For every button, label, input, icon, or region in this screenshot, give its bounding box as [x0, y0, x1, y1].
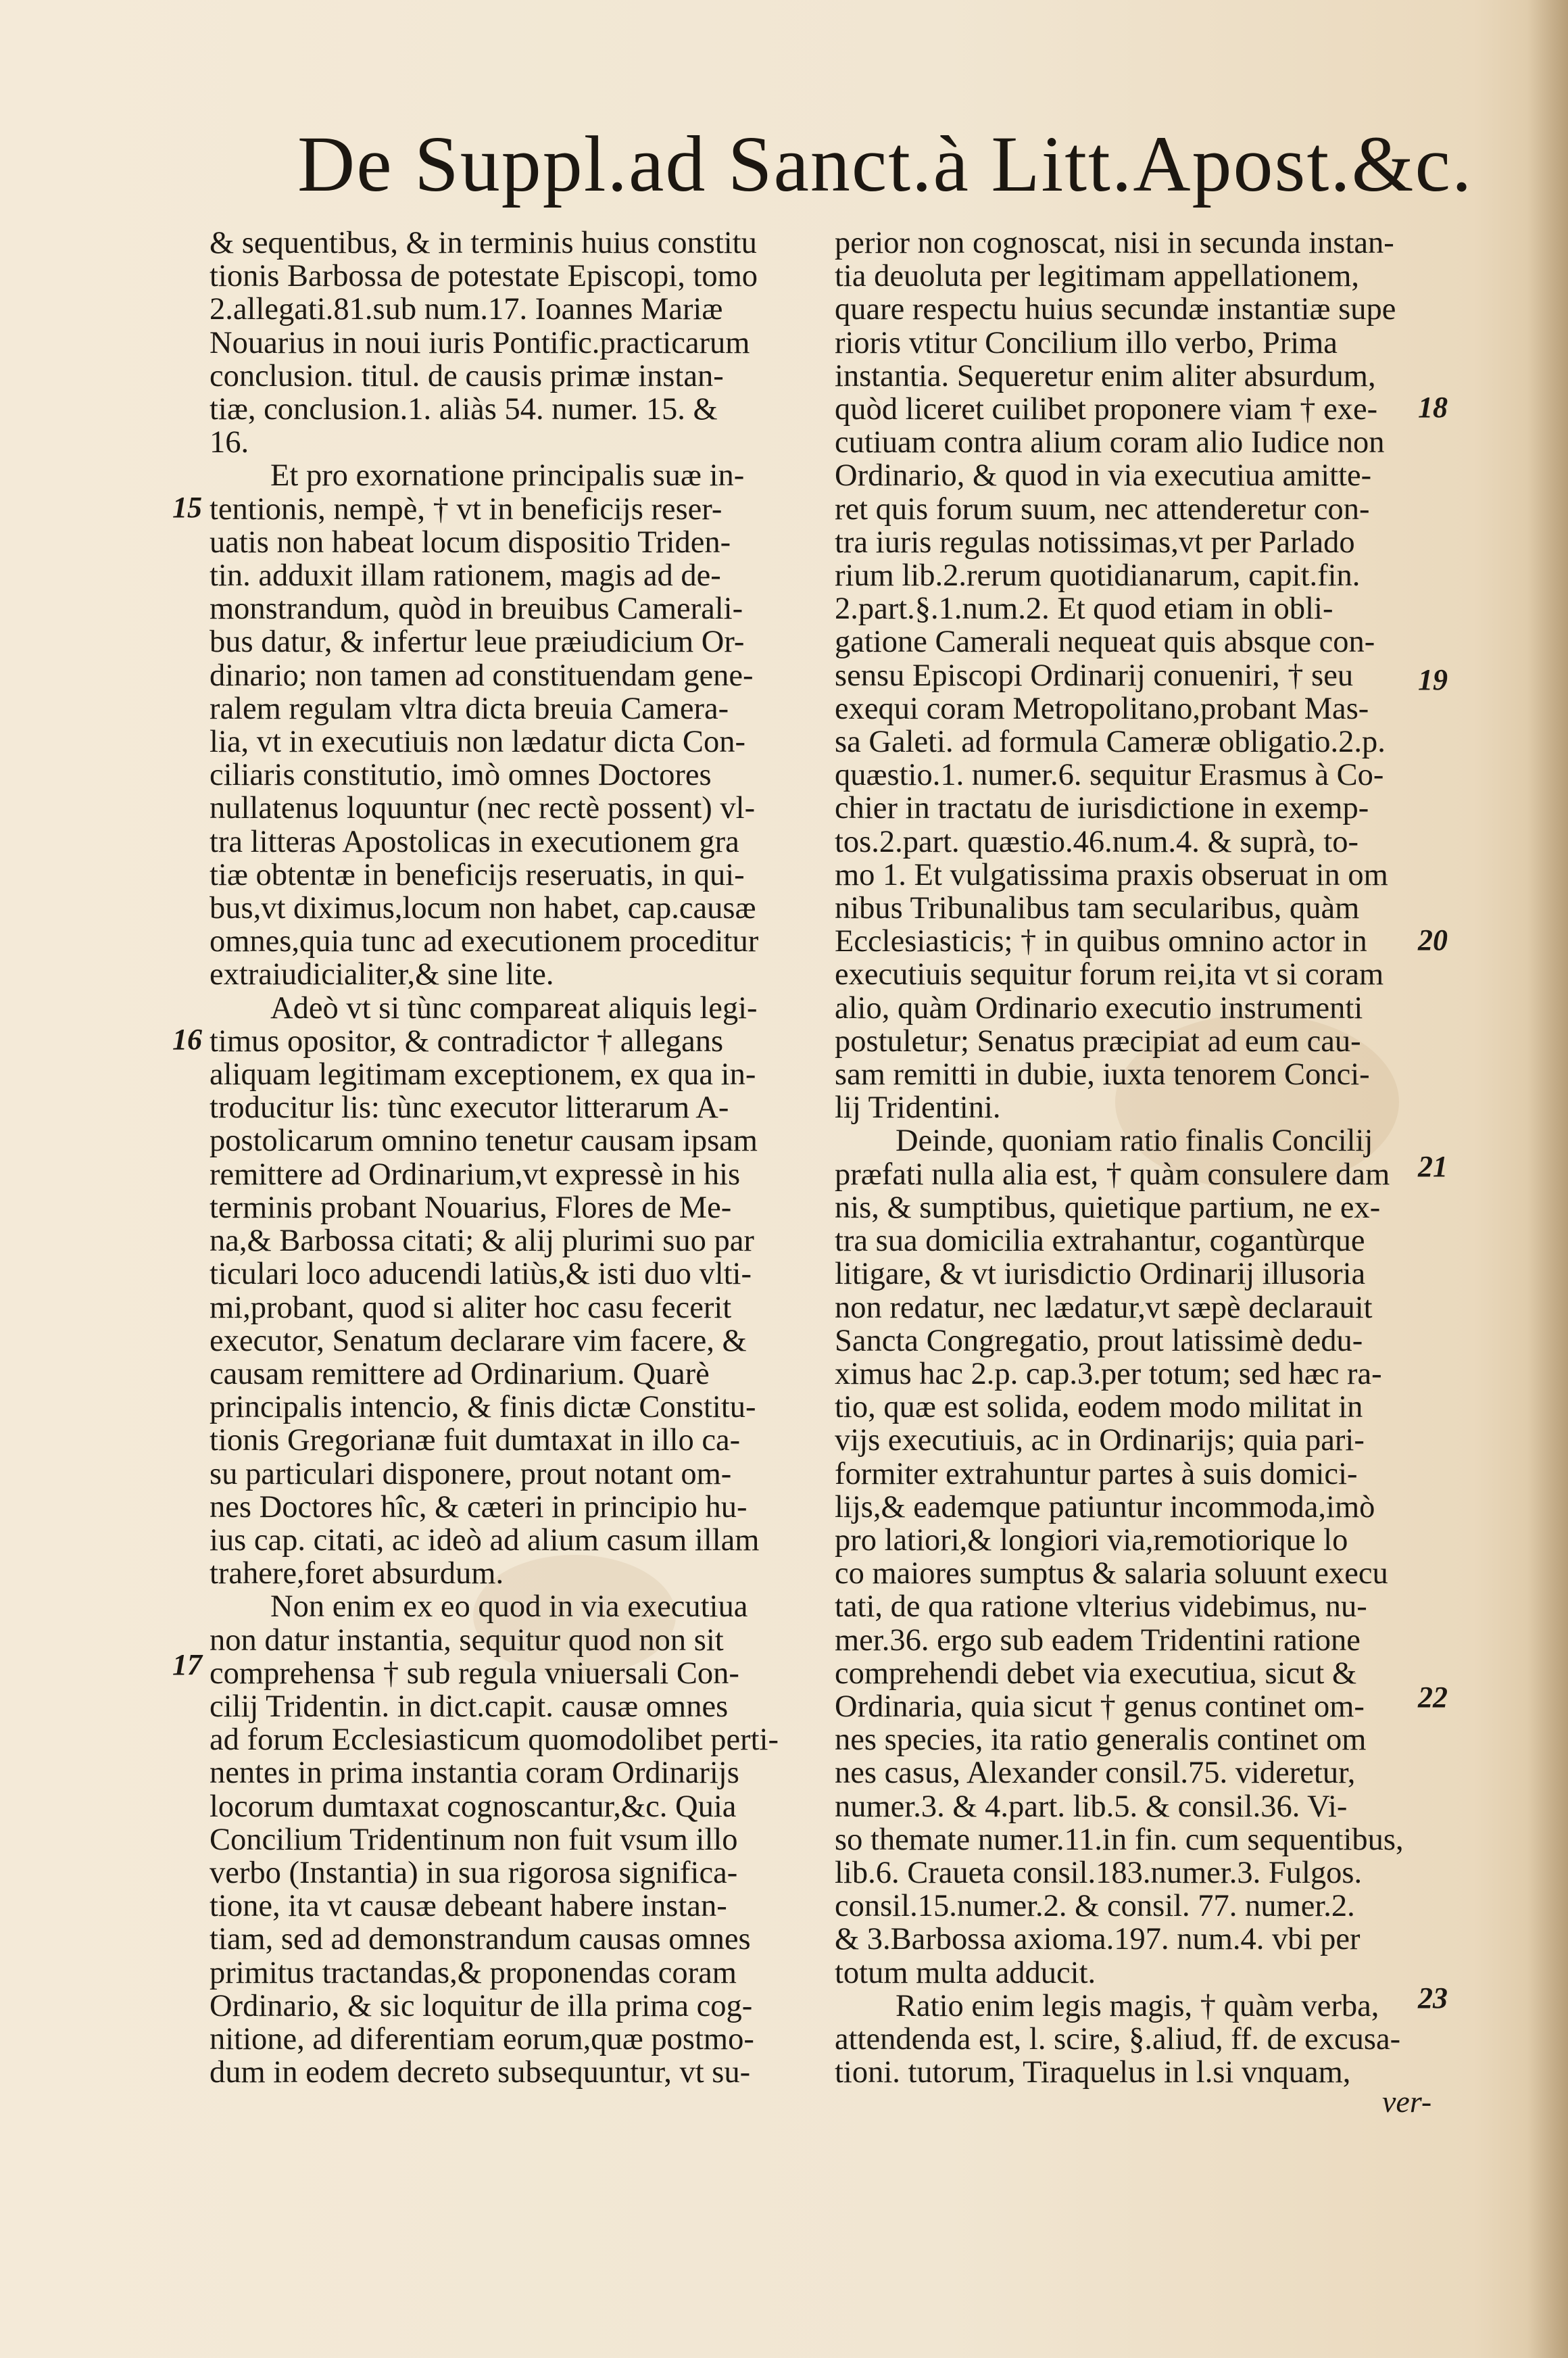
text-line: comprehendi debet via executiua, sicut & — [835, 1656, 1357, 1691]
text-line: tio, quæ est solida, eodem modo militat in — [835, 1390, 1363, 1425]
text-line: tioni. tutorum, Tiraquelus in l.si vnquam, — [835, 2055, 1351, 2090]
text-line: tiæ, conclusion.1. aliàs 54. numer. 15. & — [210, 392, 718, 427]
catchword: ver- — [1382, 2084, 1432, 2119]
text-line: co maiores sumptus & salaria soluunt execu — [835, 1556, 1388, 1591]
text-line: Ordinaria, quia sicut † genus continet om- — [835, 1689, 1365, 1724]
text-line: sensu Episcopi Ordinarij conueniri, † seu — [835, 658, 1354, 693]
text-line: nes casus, Alexander consil.75. videretur, — [835, 1756, 1356, 1791]
text-line: verbo (Instantia) in sua rigorosa significa- — [210, 1855, 738, 1890]
text-line: 2.part.§.1.num.2. Et quod etiam in obli- — [835, 592, 1333, 627]
text-line: præfati nulla alia est, † quàm consulere dam — [835, 1157, 1390, 1192]
text-line: executor, Senatum declarare vim facere, & — [210, 1323, 747, 1358]
text-line: bus,vt diximus,locum non habet, cap.causæ — [210, 891, 756, 926]
running-head: De Suppl.ad Sanct.à Litt.Apost.&c. — [297, 120, 1473, 208]
text-line: tentionis, nempè, † vt in beneficijs reser- — [210, 491, 722, 527]
text-line: tionis Gregorianæ fuit dumtaxat in illo ca- — [210, 1423, 741, 1458]
text-line: monstrandum, quòd in breuibus Camerali- — [210, 592, 743, 627]
text-line: nentes in prima instantia coram Ordinarijs — [210, 1756, 739, 1791]
text-line: omnes,quia tunc ad executionem proceditur — [210, 924, 759, 959]
text-line: su particulari disponere, prout notant om- — [210, 1456, 732, 1491]
text-line: tiam, sed ad demonstrandum causas omnes — [210, 1922, 751, 1957]
text-line: ciliaris constitutio, imò omnes Doctores — [210, 758, 712, 793]
text-line: lib.6. Craueta consil.183.numer.3. Fulgos. — [835, 1855, 1363, 1890]
text-line: nullatenus loquuntur (nec rectè possent) vl- — [210, 791, 756, 826]
text-line: perior non cognoscat, nisi in secunda instan- — [835, 226, 1394, 260]
text-line: Sancta Congregatio, prout latissimè dedu- — [835, 1323, 1363, 1358]
text-line: tati, de qua ratione vlterius videbimus, nu- — [835, 1589, 1367, 1625]
text-line: Adeò vt si tùnc compareat aliquis legi- — [270, 990, 758, 1026]
text-line: ticulari loco aducendi latiùs,& isti duo vlti- — [210, 1257, 752, 1292]
text-line: primitus tractandas,& proponendas coram — [210, 1955, 737, 1990]
text-line: quòd liceret cuilibet proponere viam † exe- — [835, 392, 1378, 427]
text-line: mo 1. Et vulgatissima praxis obseruat in om — [835, 857, 1388, 892]
text-line: rium lib.2.rerum quotidianarum, capit.fin. — [835, 558, 1361, 594]
text-line: tione, ita vt causæ debeant habere instan- — [210, 1889, 727, 1924]
text-line: mer.36. ergo sub eadem Tridentini ratione — [835, 1622, 1361, 1658]
left-text-column — [210, 226, 818, 2089]
text-line: sa Galeti. ad formula Cameræ obligatio.2.p. — [835, 725, 1386, 760]
text-line: tiæ obtentæ in beneficijs reseruatis, in qui- — [210, 857, 745, 892]
text-line: Nouarius in noui iuris Pontific.practicarum — [210, 325, 750, 360]
text-line: comprehensa † sub regula vniuersali Con- — [210, 1656, 739, 1691]
text-line: nis, & sumptibus, quietique partium, ne ex- — [835, 1190, 1381, 1225]
text-line: alio, quàm Ordinario executio instrumenti — [835, 990, 1363, 1026]
text-line: conclusion. titul. de causis primæ instan- — [210, 358, 724, 393]
margin-number-21: 21 — [1418, 1150, 1448, 1183]
margin-number-20: 20 — [1418, 923, 1448, 957]
text-line: gatione Camerali nequeat quis absque con- — [835, 625, 1375, 660]
text-line: nitione, ad diferentiam eorum,quæ postmo- — [210, 2021, 754, 2056]
text-line: ximus hac 2.p. cap.3.per totum; sed hæc ra- — [835, 1356, 1382, 1391]
text-line: postuletur; Senatus præcipiat ad eum cau- — [835, 1024, 1361, 1059]
text-line: ralem regulam vltra dicta breuia Camera- — [210, 691, 729, 726]
text-line: 2.allegati.81.sub num.17. Ioannes Mariæ — [210, 292, 723, 327]
text-line: totum multa adducit. — [835, 1955, 1096, 1990]
text-line: tionis Barbossa de potestate Episcopi, tomo — [210, 259, 758, 294]
margin-number-23: 23 — [1418, 1981, 1448, 2015]
text-line: quare respectu huius secundæ instantiæ supe — [835, 292, 1396, 327]
text-line: Ecclesiasticis; † in quibus omnino actor in — [835, 924, 1367, 959]
text-line: consil.15.numer.2. & consil. 77. numer.2. — [835, 1889, 1355, 1924]
text-line: instantia. Sequeretur enim aliter absurdum, — [835, 358, 1376, 393]
text-line: lij Tridentini. — [835, 1090, 1001, 1126]
text-line: tos.2.part. quæstio.46.num.4. & suprà, to- — [835, 824, 1358, 859]
text-line: lijs,& eademque patiuntur incommoda,imò — [835, 1489, 1375, 1524]
text-line: causam remittere ad Ordinarium. Quarè — [210, 1356, 710, 1391]
text-line: tra litteras Apostolicas in executionem gra — [210, 824, 739, 859]
text-line: executiuis sequitur forum rei,ita vt si coram — [835, 957, 1384, 992]
text-line: cutiuam contra alium coram alio Iudice non — [835, 425, 1385, 460]
text-line: ius cap. citati, ac ideò ad alium casum illam — [210, 1522, 760, 1558]
text-line: Concilium Tridentinum non fuit vsum illo — [210, 1822, 738, 1857]
text-line: mi,probant, quod si aliter hoc casu fecerit — [210, 1290, 732, 1325]
text-line: tra sua domicilia extrahantur, cogantùrque — [835, 1224, 1365, 1259]
page-edge-shadow — [1527, 0, 1568, 2358]
text-line: nibus Tribunalibus tam secularibus, quàm — [835, 891, 1360, 926]
text-line: troducitur lis: tùnc executor litterarum A- — [210, 1090, 729, 1126]
text-line: uatis non habeat locum dispositio Triden- — [210, 525, 731, 560]
text-line: quæstio.1. numer.6. sequitur Erasmus à Co- — [835, 758, 1384, 793]
text-line: tin. adduxit illam rationem, magis ad de- — [210, 558, 721, 594]
text-line: Non enim ex eo quod in via executiua — [270, 1589, 748, 1625]
text-line: litigare, & vt iurisdictio Ordinarij illusoria — [835, 1257, 1366, 1292]
text-line: & sequentibus, & in terminis huius constitu — [210, 226, 757, 260]
text-line: bus datur, & infertur leue præiudicium Or- — [210, 625, 745, 660]
text-line: dum in eodem decreto subsequuntur, vt su- — [210, 2055, 751, 2090]
text-line: attendenda est, l. scire, §.aliud, ff. de excusa- — [835, 2021, 1401, 2056]
text-line: non redatur, nec lædatur,vt sæpè declarauit — [835, 1290, 1373, 1325]
text-line: cilij Tridentin. in dict.capit. causæ omnes — [210, 1689, 729, 1724]
margin-number-19: 19 — [1418, 663, 1448, 696]
text-line: non datur instantia, sequitur quod non sit — [210, 1622, 724, 1658]
text-line: rioris vtitur Concilium illo verbo, Prima — [835, 325, 1338, 360]
text-line: 16. — [210, 425, 249, 460]
text-line: nes species, ita ratio generalis continet om — [835, 1723, 1367, 1758]
text-line: pro latiori,& longiori via,remotiorique lo — [835, 1522, 1348, 1558]
text-line: Ratio enim legis magis, † quàm verba, — [896, 1988, 1379, 2023]
text-line: sam remitti in dubie, iuxta tenorem Conci- — [835, 1057, 1370, 1092]
text-line: trahere,foret absurdum. — [210, 1556, 504, 1591]
margin-number-15: 15 — [172, 491, 202, 524]
text-line: timus opositor, & contradictor † allegans — [210, 1024, 724, 1059]
text-line: lia, vt in executiuis non lædatur dicta Con- — [210, 725, 745, 760]
text-line: nes Doctores hîc, & cæteri in principio hu- — [210, 1489, 748, 1524]
text-line: aliquam legitimam exceptionem, ex qua in- — [210, 1057, 756, 1092]
text-line: numer.3. & 4.part. lib.5. & consil.36. Vi- — [835, 1789, 1348, 1824]
text-line: remittere ad Ordinarium,vt expressè in his — [210, 1157, 741, 1192]
text-line: Et pro exornatione principalis suæ in- — [270, 458, 745, 494]
text-line: vijs executiuis, ac in Ordinarijs; quia pari- — [835, 1423, 1365, 1458]
text-line: locorum dumtaxat cognoscantur,&c. Quia — [210, 1789, 737, 1824]
text-line: terminis probant Nouarius, Flores de Me- — [210, 1190, 732, 1225]
text-line: principalis intencio, & finis dictæ Constitu- — [210, 1390, 756, 1425]
margin-number-16: 16 — [172, 1023, 202, 1056]
text-line: chier in tractatu de iurisdictione in exemp- — [835, 791, 1369, 826]
text-line: postolicarum omnino tenetur causam ipsam — [210, 1124, 758, 1159]
text-line: formiter extrahuntur partes à suis domici- — [835, 1456, 1358, 1491]
text-line: ret quis forum suum, nec attenderetur con- — [835, 491, 1370, 527]
margin-number-22: 22 — [1418, 1681, 1448, 1714]
text-line: Ordinario, & quod in via executiua amitte- — [835, 458, 1372, 494]
text-line: ad forum Ecclesiasticum quomodolibet perti- — [210, 1723, 779, 1758]
text-line: so themate numer.11.in fin. cum sequentibus, — [835, 1822, 1404, 1857]
text-line: Deinde, quoniam ratio finalis Concilij — [896, 1124, 1373, 1159]
margin-number-17: 17 — [172, 1648, 202, 1681]
text-line: dinario; non tamen ad constituendam gene- — [210, 658, 754, 693]
text-line: extraiudicialiter,& sine lite. — [210, 957, 554, 992]
text-line: na,& Barbossa citati; & alij plurimi suo par — [210, 1224, 754, 1259]
text-line: tra iuris regulas notissimas,vt per Parlado — [835, 525, 1355, 560]
text-line: exequi coram Metropolitano,probant Mas- — [835, 691, 1369, 726]
margin-number-18: 18 — [1418, 391, 1448, 424]
text-line: Ordinario, & sic loquitur de illa prima cog- — [210, 1988, 753, 2023]
right-text-column — [835, 226, 1446, 2089]
text-line: & 3.Barbossa axioma.197. num.4. vbi per — [835, 1922, 1361, 1957]
text-line: tia deuoluta per legitimam appellationem, — [835, 259, 1360, 294]
